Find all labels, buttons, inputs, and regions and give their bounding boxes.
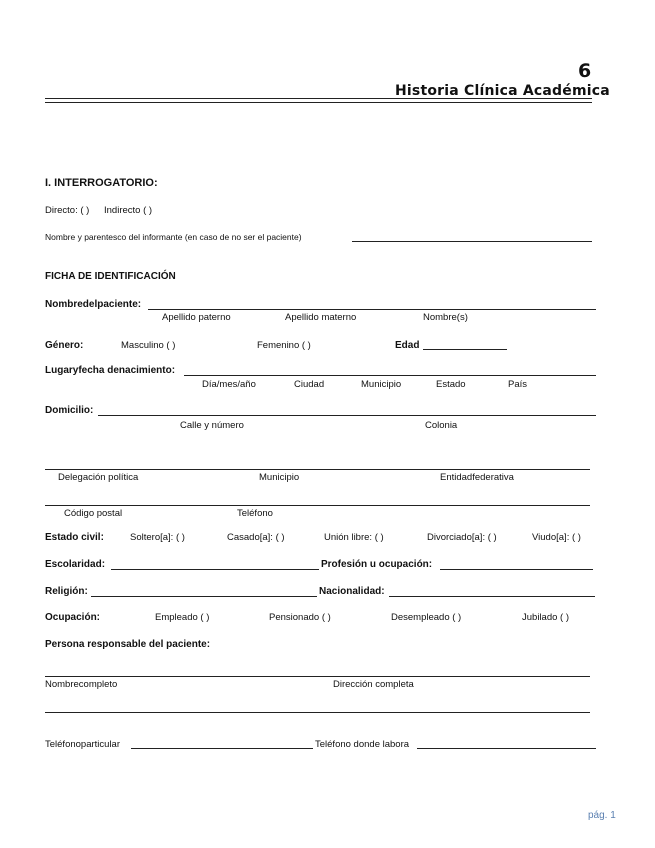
chapter-number: 6 — [578, 60, 592, 82]
ciudad-caption: Ciudad — [294, 379, 325, 390]
colonia-caption: Colonia — [425, 420, 458, 431]
divorciado-option[interactable]: Divorciado[a]: ( ) — [427, 532, 497, 543]
domicilio-field[interactable] — [98, 415, 596, 416]
nacionalidad-label: Nacionalidad: — [319, 586, 385, 597]
religion-field[interactable] — [91, 596, 317, 597]
responsable-line-1[interactable] — [45, 676, 590, 677]
nombre-paciente-label: Nombredelpaciente: — [45, 299, 142, 310]
telefono-caption: Teléfono — [237, 508, 273, 519]
estado-civil-label: Estado civil: — [45, 532, 104, 543]
informante-label: Nombre y parentesco del informante (en caso de no ser el paciente) — [45, 232, 302, 242]
directo-checkbox-label[interactable]: Directo: ( ) — [45, 205, 90, 216]
profesion-field[interactable] — [440, 569, 593, 570]
lugar-nacimiento-label: Lugaryfecha denacimiento: — [45, 365, 176, 376]
telefono-particular-label: Teléfonoparticular — [45, 739, 120, 750]
desempleado-option[interactable]: Desempleado ( ) — [391, 612, 462, 623]
domicilio-label: Domicilio: — [45, 405, 94, 416]
nombre-paciente-field[interactable] — [148, 309, 596, 310]
header-rule-top — [45, 98, 592, 99]
religion-label: Religión: — [45, 586, 88, 597]
femenino-option[interactable]: Femenino ( ) — [257, 340, 311, 351]
pensionado-option[interactable]: Pensionado ( ) — [269, 612, 331, 623]
jubilado-option[interactable]: Jubilado ( ) — [522, 612, 569, 623]
responsable-line-2[interactable] — [45, 712, 590, 713]
edad-field[interactable] — [423, 349, 507, 350]
indirecto-checkbox-label[interactable]: Indirecto ( ) — [104, 205, 153, 216]
responsable-label: Persona responsable del paciente: — [45, 639, 211, 650]
profesion-label: Profesión u ocupación: — [321, 559, 433, 570]
codigo-postal-caption: Código postal — [64, 508, 123, 519]
telefono-particular-field[interactable] — [131, 748, 313, 749]
top-mark: — — [322, 0, 328, 3]
calle-caption: Calle y número — [180, 420, 244, 431]
dia-mes-ano-caption: Día/mes/año — [202, 379, 256, 390]
ocupacion-label: Ocupación: — [45, 612, 101, 623]
lugar-nacimiento-field[interactable] — [184, 375, 596, 376]
pais-caption: País — [508, 379, 528, 390]
nacionalidad-field[interactable] — [389, 596, 595, 597]
escolaridad-label: Escolaridad: — [45, 559, 106, 570]
direccion-completa-caption: Dirección completa — [333, 679, 414, 690]
domicilio-line-2[interactable] — [45, 469, 590, 470]
estado-caption: Estado — [436, 379, 466, 390]
ficha-heading: FICHA DE IDENTIFICACIÓN — [45, 271, 176, 282]
edad-label: Edad — [395, 340, 420, 351]
page-number: pág. 1 — [588, 810, 616, 821]
entidad-caption: Entidadfederativa — [440, 472, 514, 483]
telefono-labora-label: Teléfono donde labora — [315, 739, 410, 750]
genero-label: Género: — [45, 340, 84, 351]
page-title: Historia Clínica Académica — [395, 83, 610, 99]
apellido-paterno-caption: Apellido paterno — [162, 312, 231, 323]
telefono-labora-field[interactable] — [417, 748, 596, 749]
informante-field[interactable] — [352, 241, 592, 242]
masculino-option[interactable]: Masculino ( ) — [121, 340, 176, 351]
union-libre-option[interactable]: Unión libre: ( ) — [324, 532, 384, 543]
empleado-option[interactable]: Empleado ( ) — [155, 612, 210, 623]
municipio-caption: Municipio — [361, 379, 402, 390]
delegacion-caption: Delegación política — [58, 472, 139, 483]
escolaridad-field[interactable] — [111, 569, 319, 570]
header-rule-bottom — [45, 102, 592, 103]
nombre-completo-caption: Nombrecompleto — [45, 679, 118, 690]
casado-option[interactable]: Casado[a]: ( ) — [227, 532, 285, 543]
nombres-caption: Nombre(s) — [423, 312, 468, 323]
municipio2-caption: Municipio — [259, 472, 300, 483]
apellido-materno-caption: Apellido materno — [285, 312, 357, 323]
domicilio-line-3[interactable] — [45, 505, 590, 506]
section-heading-interrogatorio: I. INTERROGATORIO: — [45, 177, 158, 189]
soltero-option[interactable]: Soltero[a]: ( ) — [130, 532, 185, 543]
viudo-option[interactable]: Viudo[a]: ( ) — [532, 532, 581, 543]
